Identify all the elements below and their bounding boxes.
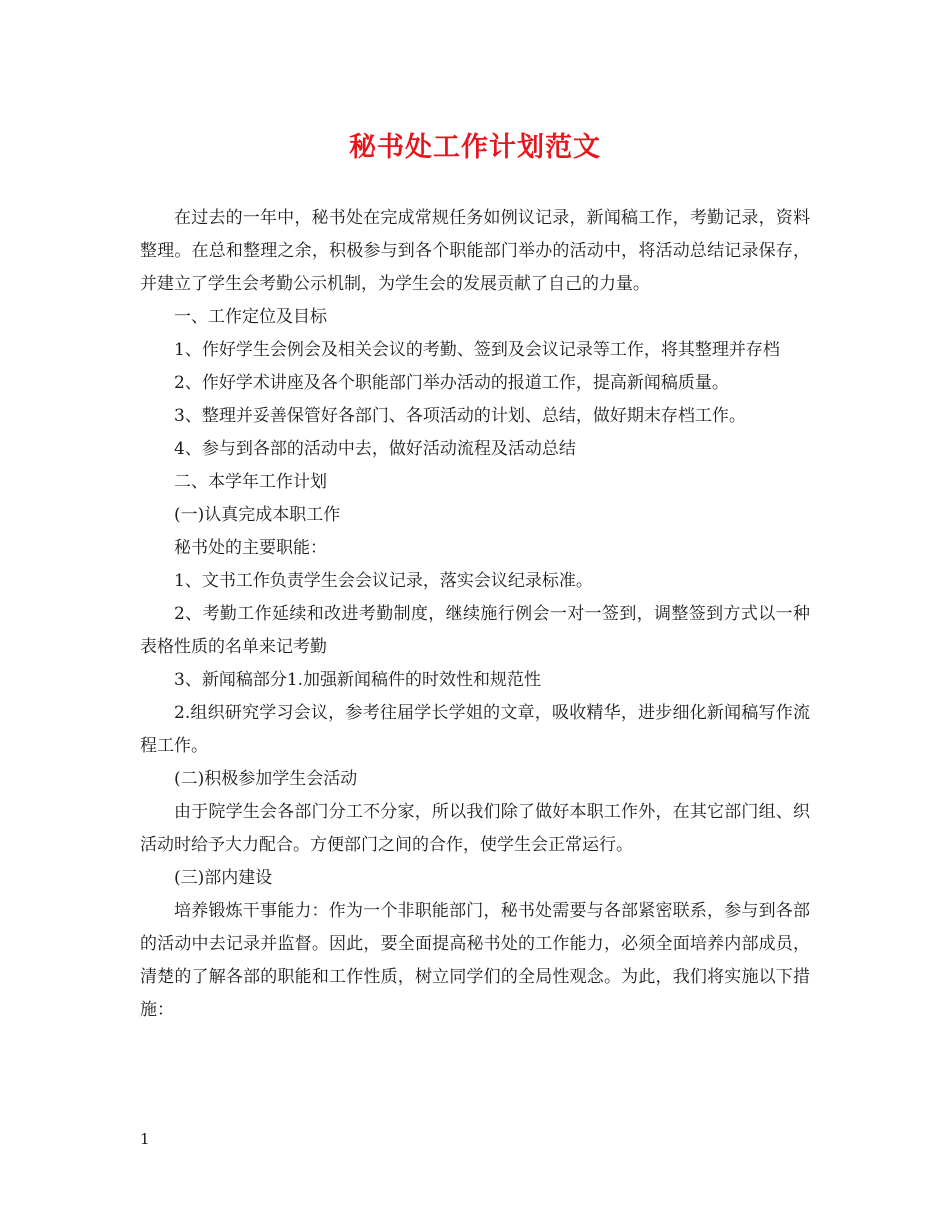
paragraph: 培养锻炼干事能力：作为一个非职能部门，秘书处需要与各部紧密联系，参与到各部的活动中去记录并监督。因此，要全面提高秘书处的工作能力，必须全面培养内部成员，清楚的了解各部的职能和工作性质，树立同学们的全局性观念。为此，我们将实施以下措施：	[140, 901, 810, 1020]
paragraph: 2.组织研究学习会议，参考往届学长学姐的文章，吸收精华，进步细化新闻稿写作流程工作。	[140, 703, 810, 756]
document-body	[140, 202, 810, 1027]
paragraph: 2、作好学术讲座及各个职能部门举办活动的报道工作，提高新闻稿质量。	[174, 373, 729, 393]
paragraph: 1、作好学生会例会及相关会议的考勤、签到及会议记录等工作，将其整理并存档	[174, 340, 780, 360]
page-number: 1	[140, 1130, 150, 1148]
section-heading: 一、工作定位及目标	[174, 307, 327, 327]
document-title: 秘书处工作计划范文	[349, 132, 601, 163]
paragraph: 秘书处的主要职能：	[174, 538, 327, 558]
paragraph: 2、考勤工作延续和改进考勤制度，继续施行例会一对一签到，调整签到方式以一种表格性质的名单来记考勤	[140, 604, 810, 657]
paragraph: 4、参与到各部的活动中去，做好活动流程及活动总结	[174, 439, 576, 459]
subsection-heading: (三)部内建设	[174, 868, 273, 888]
paragraph: 1、文书工作负责学生会会议记录，落实会议纪录标准。	[174, 571, 593, 591]
subsection-heading: (一)认真完成本职工作	[174, 505, 341, 525]
paragraph: 3、整理并妥善保管好各部门、各项活动的计划、总结，做好期末存档工作。	[174, 406, 746, 426]
paragraph: 在过去的一年中，秘书处在完成常规任务如例议记录，新闻稿工作，考勤记录，资料整理。在总和整理之余，积极参与到各个职能部门举办的活动中，将活动总结记录保存，并建立了学生会考勤公示机制，为学生会的发展贡献了自己的力量。	[140, 208, 810, 294]
paragraph: 由于院学生会各部门分工不分家，所以我们除了做好本职工作外，在其它部门组、织活动时给予大力配合。方便部门之间的合作，使学生会正常运行。	[140, 802, 810, 855]
subsection-heading: (二)积极参加学生会活动	[174, 769, 358, 789]
paragraph: 3、新闻稿部分1.加强新闻稿件的时效性和规范性	[174, 670, 542, 690]
section-heading: 二、本学年工作计划	[174, 472, 327, 492]
